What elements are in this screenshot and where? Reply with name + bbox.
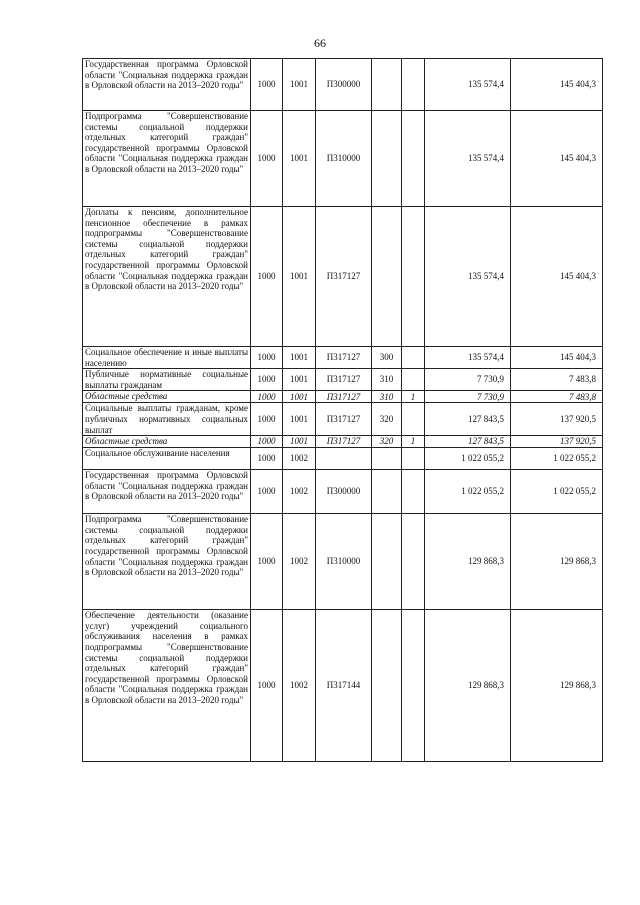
funding-source-cell: 1 [402, 391, 425, 403]
amount-year2-cell: 129 868,3 [511, 514, 603, 610]
table-row [83, 610, 603, 762]
amount-year1-cell: 129 868,3 [425, 514, 511, 610]
expense-type-cell [372, 610, 402, 762]
subsection-code-cell: 1001 [283, 59, 316, 111]
row-name-cell: Государственная программа Орловской области "Социальная поддержка граждан в Орловской области на 2013–2020 годы" [83, 59, 251, 111]
amount-year2-cell: 145 404,3 [511, 347, 603, 369]
subsection-code-cell: 1001 [283, 347, 316, 369]
target-article-cell: П317127 [316, 369, 372, 391]
row-name-cell: Государственная программа Орловской области "Социальная поддержка граждан в Орловской области на 2013–2020 годы" [83, 470, 251, 514]
target-article-cell: П317127 [316, 436, 372, 448]
section-code-cell: 1000 [251, 207, 283, 347]
row-name-cell: Доплаты к пенсиям, дополнительное пенсионное обеспечение в рамках подпрограммы "Совершенствование системы социальной поддержки отдельных категорий граждан" государственной программы Орловской области "Социальная поддержка граждан в Орловской области на 2013–2020 годы" [83, 207, 251, 347]
subsection-code-cell: 1002 [283, 610, 316, 762]
funding-source-cell [402, 347, 425, 369]
funding-source-cell [402, 207, 425, 347]
table-row [83, 448, 603, 470]
funding-source-cell [402, 610, 425, 762]
amount-year2-cell: 7 483,8 [511, 391, 603, 403]
row-name-cell: Областные средства [83, 436, 251, 448]
target-article-cell: П317127 [316, 403, 372, 436]
row-name-cell: Социальное обслуживание населения [83, 448, 251, 470]
table-row [83, 111, 603, 207]
amount-year1-cell: 7 730,9 [425, 369, 511, 391]
row-name-cell: Подпрограмма "Совершенствование системы социальной поддержки отдельных категорий граждан" государственной программы Орловской области "Социальная поддержка граждан в Орловской области на 2013–2020 годы" [83, 514, 251, 610]
funding-source-cell [402, 111, 425, 207]
amount-year2-cell: 1 022 055,2 [511, 470, 603, 514]
expense-type-cell: 300 [372, 347, 402, 369]
table-row [83, 347, 603, 369]
amount-year1-cell: 1 022 055,2 [425, 448, 511, 470]
expense-type-cell: 310 [372, 391, 402, 403]
section-code-cell: 1000 [251, 347, 283, 369]
section-code-cell: 1000 [251, 436, 283, 448]
table-row [83, 514, 603, 610]
amount-year1-cell: 129 868,3 [425, 610, 511, 762]
expense-type-cell: 320 [372, 436, 402, 448]
subsection-code-cell: 1002 [283, 448, 316, 470]
amount-year1-cell: 135 574,4 [425, 207, 511, 347]
expense-type-cell: 310 [372, 369, 402, 391]
target-article-cell: П317127 [316, 347, 372, 369]
table-row [83, 207, 603, 347]
amount-year1-cell: 1 022 055,2 [425, 470, 511, 514]
subsection-code-cell: 1002 [283, 514, 316, 610]
section-code-cell: 1000 [251, 111, 283, 207]
table-row [83, 436, 603, 448]
row-name-cell: Областные средства [83, 391, 251, 403]
expense-type-cell [372, 470, 402, 514]
table-row [83, 369, 603, 391]
section-code-cell: 1000 [251, 403, 283, 436]
amount-year2-cell: 137 920,5 [511, 403, 603, 436]
subsection-code-cell: 1001 [283, 436, 316, 448]
table-body [83, 59, 603, 762]
amount-year2-cell: 137 920,5 [511, 436, 603, 448]
row-name-cell: Публичные нормативные социальные выплаты гражданам [83, 369, 251, 391]
funding-source-cell [402, 403, 425, 436]
expense-type-cell: 320 [372, 403, 402, 436]
target-article-cell: П300000 [316, 59, 372, 111]
amount-year2-cell: 145 404,3 [511, 111, 603, 207]
table-row [83, 59, 603, 111]
funding-source-cell [402, 59, 425, 111]
target-article-cell: П317127 [316, 391, 372, 403]
subsection-code-cell: 1001 [283, 111, 316, 207]
expense-type-cell [372, 59, 402, 111]
target-article-cell: П300000 [316, 470, 372, 514]
row-name-cell: Социальные выплаты гражданам, кроме публичных нормативных социальных выплат [83, 403, 251, 436]
target-article-cell: П310000 [316, 514, 372, 610]
expense-type-cell [372, 207, 402, 347]
funding-source-cell [402, 448, 425, 470]
amount-year2-cell: 129 868,3 [511, 610, 603, 762]
section-code-cell: 1000 [251, 448, 283, 470]
section-code-cell: 1000 [251, 369, 283, 391]
expense-type-cell [372, 448, 402, 470]
amount-year2-cell: 1 022 055,2 [511, 448, 603, 470]
table-row [83, 470, 603, 514]
table-row [83, 403, 603, 436]
subsection-code-cell: 1001 [283, 369, 316, 391]
page-number: 66 [314, 36, 326, 50]
amount-year2-cell: 145 404,3 [511, 59, 603, 111]
section-code-cell: 1000 [251, 610, 283, 762]
funding-source-cell [402, 470, 425, 514]
section-code-cell: 1000 [251, 514, 283, 610]
target-article-cell: П317144 [316, 610, 372, 762]
row-name-cell: Социальное обеспечение и иные выплаты населению [83, 347, 251, 369]
expense-type-cell [372, 111, 402, 207]
funding-source-cell [402, 369, 425, 391]
section-code-cell: 1000 [251, 391, 283, 403]
amount-year1-cell: 135 574,4 [425, 347, 511, 369]
amount-year1-cell: 135 574,4 [425, 59, 511, 111]
budget-table [82, 58, 603, 762]
funding-source-cell [402, 514, 425, 610]
amount-year1-cell: 7 730,9 [425, 391, 511, 403]
subsection-code-cell: 1002 [283, 470, 316, 514]
amount-year2-cell: 7 483,8 [511, 369, 603, 391]
expense-type-cell [372, 514, 402, 610]
subsection-code-cell: 1001 [283, 391, 316, 403]
row-name-cell: Обеспечение деятельности (оказание услуг) учреждений социального обслуживания населения в рамках подпрограммы "Совершенствование системы социальной поддержки отдельных категорий граждан" государственной программы Орловской области "Социальная поддержка граждан в Орловской области на 2013–2020 годы" [83, 610, 251, 762]
target-article-cell: П317127 [316, 207, 372, 347]
table-row [83, 391, 603, 403]
row-name-cell: Подпрограмма "Совершенствование системы социальной поддержки отдельных категорий граждан" государственной программы Орловской области "Социальная поддержка граждан в Орловской области на 2013–2020 годы" [83, 111, 251, 207]
section-code-cell: 1000 [251, 470, 283, 514]
target-article-cell [316, 448, 372, 470]
amount-year2-cell: 145 404,3 [511, 207, 603, 347]
amount-year1-cell: 135 574,4 [425, 111, 511, 207]
amount-year1-cell: 127 843,5 [425, 403, 511, 436]
amount-year1-cell: 127 843,5 [425, 436, 511, 448]
subsection-code-cell: 1001 [283, 403, 316, 436]
section-code-cell: 1000 [251, 59, 283, 111]
subsection-code-cell: 1001 [283, 207, 316, 347]
funding-source-cell: 1 [402, 436, 425, 448]
target-article-cell: П310000 [316, 111, 372, 207]
